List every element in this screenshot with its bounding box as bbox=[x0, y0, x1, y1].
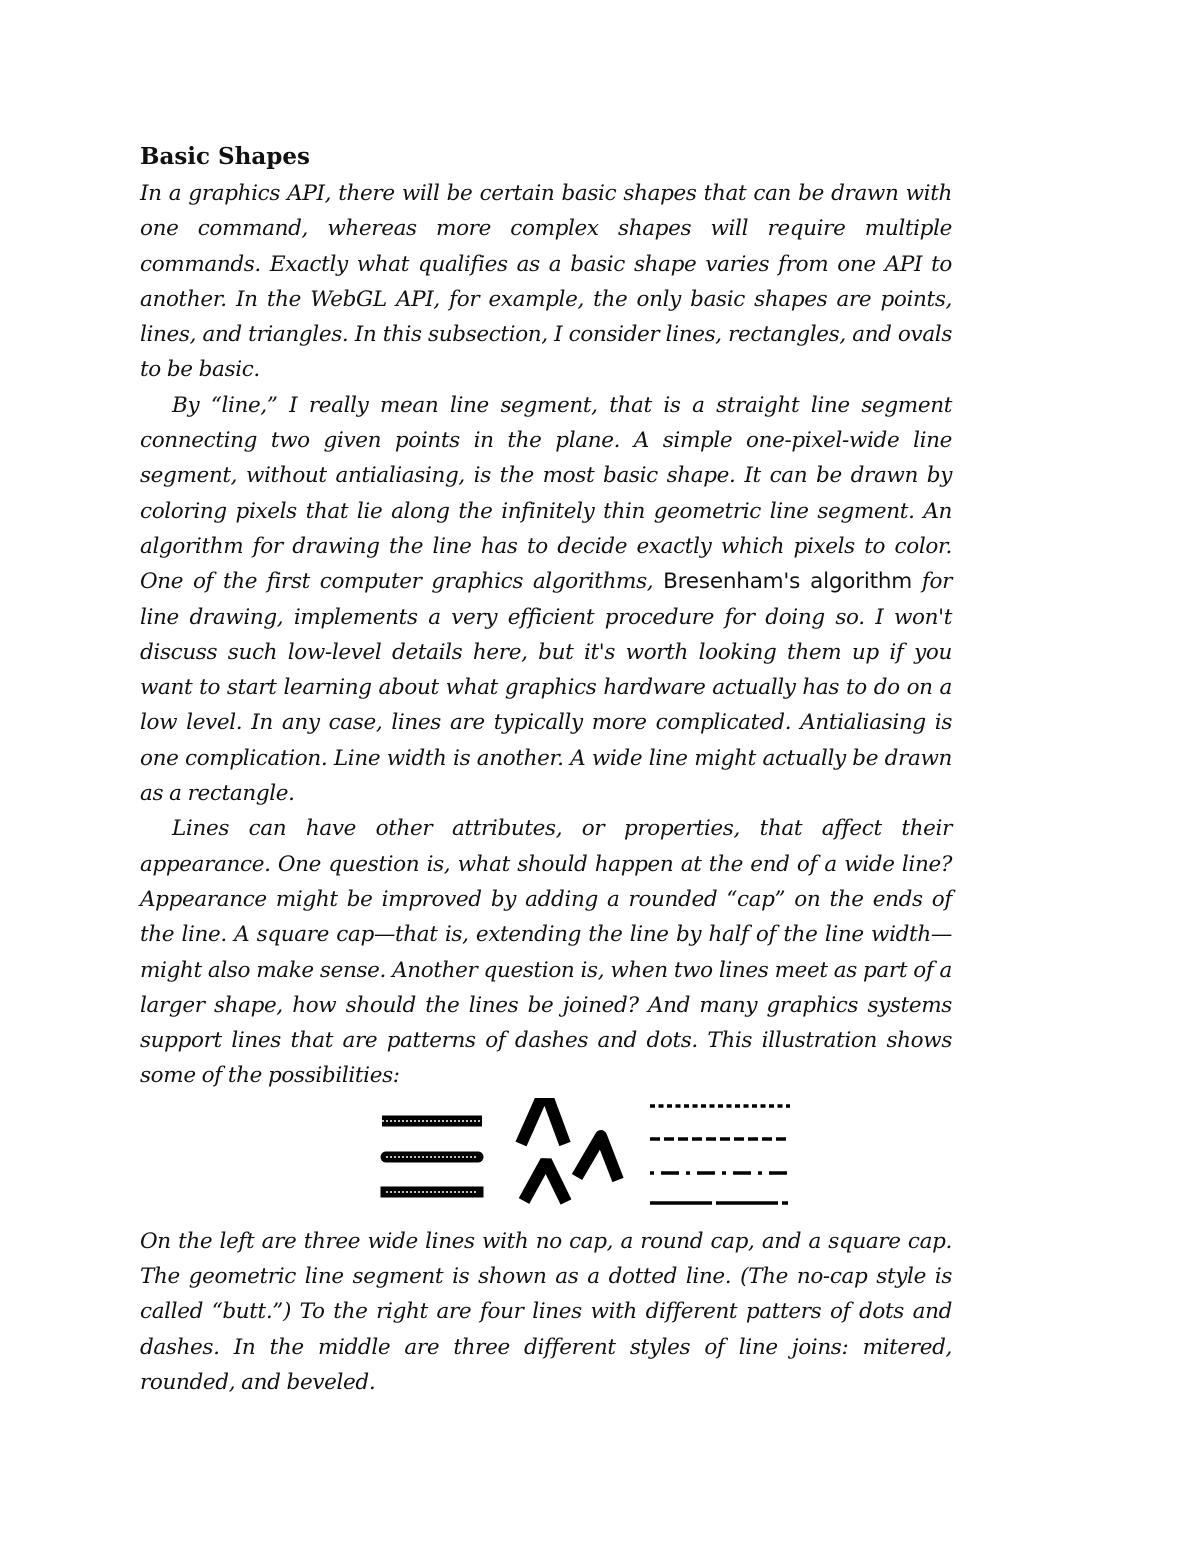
round-join bbox=[577, 1136, 618, 1180]
line-styles-illustration bbox=[140, 1098, 952, 1218]
bevel-join bbox=[524, 1161, 566, 1202]
miter-join bbox=[521, 1098, 565, 1144]
line-styles-figure bbox=[140, 1098, 952, 1218]
line-caps-group bbox=[382, 1121, 482, 1192]
paragraph-intro: In a graphics API, there will be certain basic shapes that can be drawn with one command, whereas more complex shapes will require multiple commands. Exactly what qualifies as a basic shape varies from one API to another. In the WebGL API, for example, the only basic shapes are points, lines, and triangles. In this subsection, I consider lines, rectangles, and ovals to be basic. bbox=[140, 181, 952, 383]
bresenham-term: Bresenham's algorithm bbox=[663, 569, 913, 595]
paragraph-line-segment bbox=[140, 388, 952, 812]
paragraph-line-segment-text-b: for line drawing, implements a very efficient procedure for doing so. I won't discuss such low-level details here, but it's worth looking them up if you want to start learning about what graphics hardware actually has to do on a low level. In any case, lines are typically more complicated. Antialiasing is one complication. Line width is another. A wide line might actually be drawn as a rectangle. bbox=[140, 569, 952, 807]
dash-patterns-group bbox=[650, 1106, 790, 1203]
document-page bbox=[140, 138, 952, 1400]
section-heading: Basic Shapes bbox=[140, 143, 310, 170]
line-joins-group bbox=[521, 1098, 618, 1202]
figure-caption: On the left are three wide lines with no cap, a round cap, and a square cap. The geometric line segment is shown as a dotted line. (The no-cap style is called “butt.”) To the right are four lines with different patters of dots and dashes. In the middle are three different styles of line joins: mitered, rounded, and beveled. bbox=[140, 1228, 952, 1395]
paragraph-line-segment-text-a: By “line,” I really mean line segment, that is a straight line segment connecting two given points in the plane. A simple one-pixel-wide line segment, without antialiasing, is the most basic shape. It can be drawn by coloring pixels that lie along the infinitely thin geometric line segment. An algorithm for drawing the line has to decide exactly which pixels to color. One of the first computer graphics algorithms, bbox=[140, 392, 952, 595]
paragraph-line-attributes: Lines can have other attributes, or properties, that affect their appearance. One question is, what should happen at the end of a wide line? Appearance might be improved by adding a rounded “cap” on the ends of the line. A square cap—that is, extending the line by half of the line width—might also make sense. Another question is, when two lines meet as part of a larger shape, how should the lines be joined? And many graphics systems support lines that are patterns of dashes and dots. This illustration shows some of the possibilities: bbox=[140, 816, 952, 1089]
